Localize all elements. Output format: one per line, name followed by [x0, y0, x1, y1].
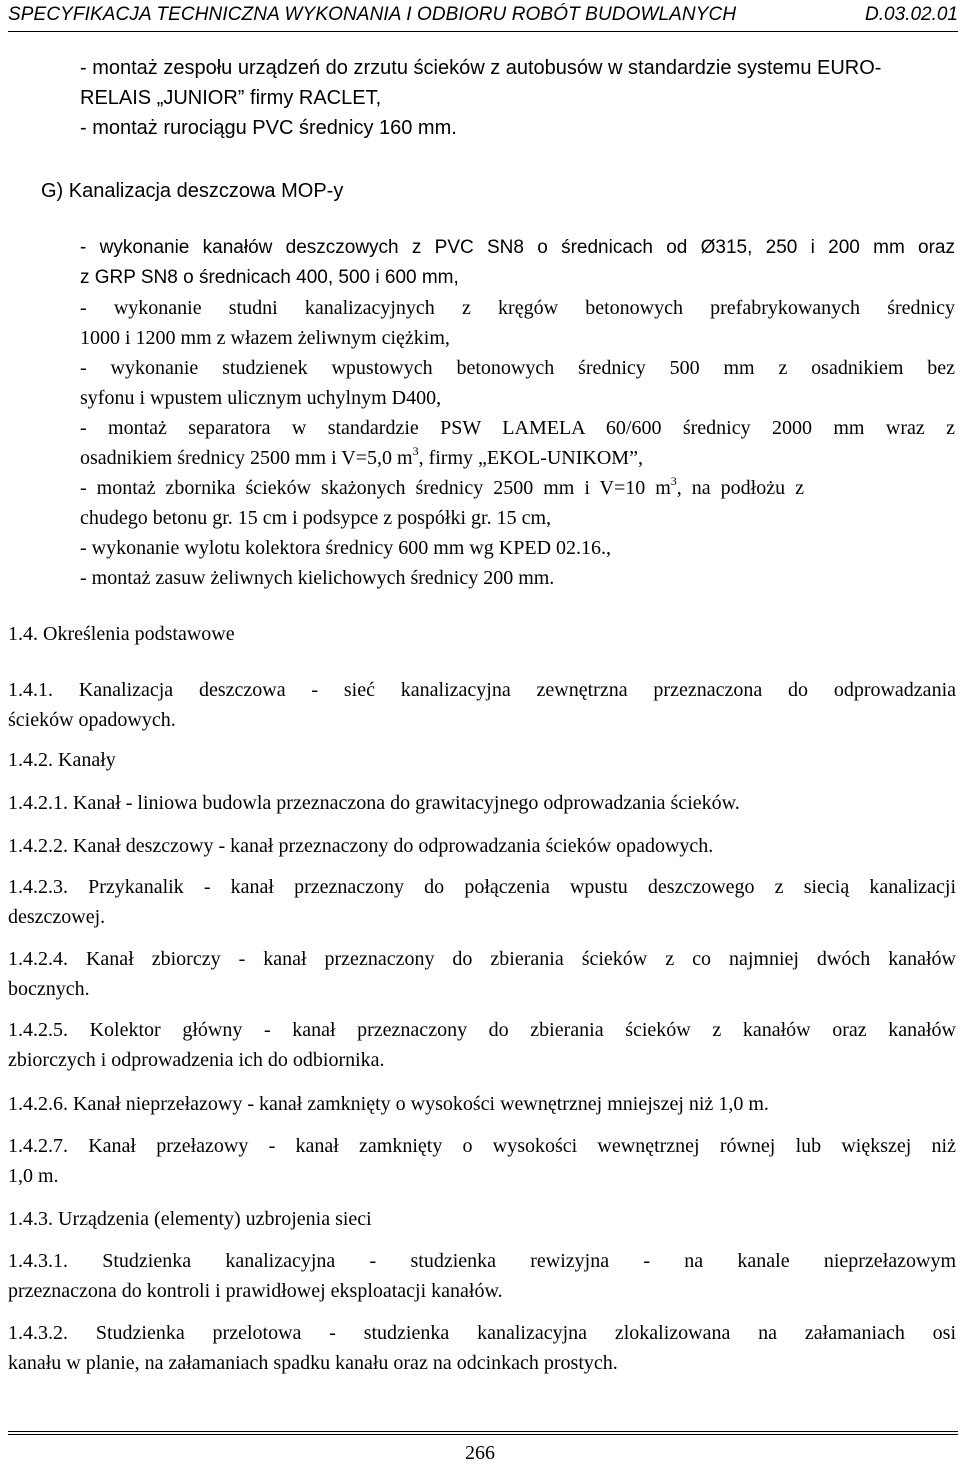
definition-paragraph: kanału w planie, na załamaniach spadku kanału oraz na odcinkach prostych.	[8, 1352, 618, 1374]
definition-paragraph: 1,0 m.	[8, 1165, 59, 1187]
definition-paragraph: 1.4.2.1. Kanał - liniowa budowla przeznaczona do grawitacyjnego odprowadzania ścieków.	[8, 792, 740, 814]
superscript: 3	[670, 474, 677, 488]
definition-paragraph: 1.4.1. Kanalizacja deszczowa - sieć kanalizacyjna zewnętrzna przeznaczona do odprowadzania	[8, 679, 956, 701]
definition-paragraph: 1.4.3.1. Studzienka kanalizacyjna - studzienka rewizyjna - na kanale nieprzełazowym	[8, 1250, 956, 1272]
section-g-heading: G) Kanalizacja deszczowa MOP-y	[41, 180, 344, 202]
list-item-text: , na podłożu z	[676, 477, 804, 499]
list-item: - montaż separatora w standardzie PSW LAMELA 60/600 średnicy 2000 mm wraz z	[80, 417, 955, 439]
list-item-text: - montaż zbornika ścieków skażonych średnicy 2500 mm i V=10 m	[80, 477, 671, 499]
list-item: - montaż zasuw żeliwnych kielichowych średnicy 200 mm.	[80, 567, 555, 589]
list-item-text: osadnikiem średnicy 2500 mm i V=5,0 m	[80, 447, 413, 469]
subsection-heading: 1.4.2. Kanały	[8, 749, 116, 771]
definition-paragraph: 1.4.2.2. Kanał deszczowy - kanał przeznaczony do odprowadzania ścieków opadowych.	[8, 835, 714, 857]
header-title: SPECYFIKACJA TECHNICZNA WYKONANIA I ODBIORU ROBÓT BUDOWLANYCH	[8, 4, 737, 25]
list-item: - wykonanie studni kanalizacyjnych z kręgów betonowych prefabrykowanych średnicy	[80, 297, 955, 319]
definition-paragraph: 1.4.2.5. Kolektor główny - kanał przeznaczony do zbierania ścieków z kanałów oraz kanałów	[8, 1019, 956, 1041]
definition-paragraph: zbiorczych i odprowadzenia ich do odbiornika.	[8, 1049, 385, 1071]
superscript: 3	[412, 444, 419, 458]
list-item: 1000 i 1200 mm z włazem żeliwnym ciężkim,	[80, 327, 450, 349]
section-heading: 1.4. Określenia podstawowe	[8, 623, 235, 645]
list-item: - wykonanie studzienek wpustowych betonowych średnicy 500 mm z osadnikiem bez	[80, 357, 955, 379]
definition-paragraph: 1.4.2.4. Kanał zbiorczy - kanał przeznaczony do zbierania ścieków z co najmniej dwóch kanałów	[8, 948, 956, 970]
header-document-code: D.03.02.01	[865, 4, 958, 25]
list-item: chudego betonu gr. 15 cm i podsypce z pospółki gr. 15 cm,	[80, 507, 552, 529]
definition-paragraph: 1.4.2.3. Przykanalik - kanał przeznaczony do połączenia wpustu deszczowego z siecią kanalizacji	[8, 876, 956, 898]
footer-rule	[8, 1431, 958, 1432]
page-number: 266	[465, 1442, 495, 1464]
definition-paragraph: 1.4.2.6. Kanał nieprzełazowy - kanał zamknięty o wysokości wewnętrznej mniejszej niż 1,0 m.	[8, 1093, 769, 1115]
definition-paragraph: 1.4.3.2. Studzienka przelotowa - studzienka kanalizacyjna zlokalizowana na załamaniach osi	[8, 1322, 956, 1344]
definition-paragraph: deszczowej.	[8, 906, 106, 928]
definition-paragraph: bocznych.	[8, 978, 90, 1000]
footer-rule	[8, 1434, 958, 1435]
list-item: - montaż rurociągu PVC średnicy 160 mm.	[80, 117, 457, 139]
page-header	[8, 2, 958, 32]
list-item: z GRP SN8 o średnicach 400, 500 i 600 mm,	[80, 267, 459, 288]
list-item: RELAIS „JUNIOR” firmy RACLET,	[80, 87, 382, 109]
list-item: - wykonanie kanałów deszczowych z PVC SN8 o średnicach od Ø315, 250 i 200 mm oraz	[80, 237, 955, 258]
list-item	[80, 446, 643, 470]
list-item: syfonu i wpustem ulicznym uchylnym D400,	[80, 387, 442, 409]
header-rule	[8, 31, 958, 32]
subsection-heading: 1.4.3. Urządzenia (elementy) uzbrojenia sieci	[8, 1208, 372, 1230]
definition-paragraph: 1.4.2.7. Kanał przełazowy - kanał zamknięty o wysokości wewnętrznej równej lub większej niż	[8, 1135, 956, 1157]
definition-paragraph: przeznaczona do kontroli i prawidłowej eksploatacji kanałów.	[8, 1280, 503, 1302]
list-item: - montaż zespołu urządzeń do zrzutu ścieków z autobusów w standardzie systemu EURO-	[80, 57, 882, 79]
list-item	[80, 476, 955, 500]
definition-paragraph: ścieków opadowych.	[8, 709, 176, 731]
list-item-text: , firmy „EKOL-UNIKOM”,	[418, 447, 643, 469]
list-item: - wykonanie wylotu kolektora średnicy 600 mm wg KPED 02.16.,	[80, 537, 612, 559]
